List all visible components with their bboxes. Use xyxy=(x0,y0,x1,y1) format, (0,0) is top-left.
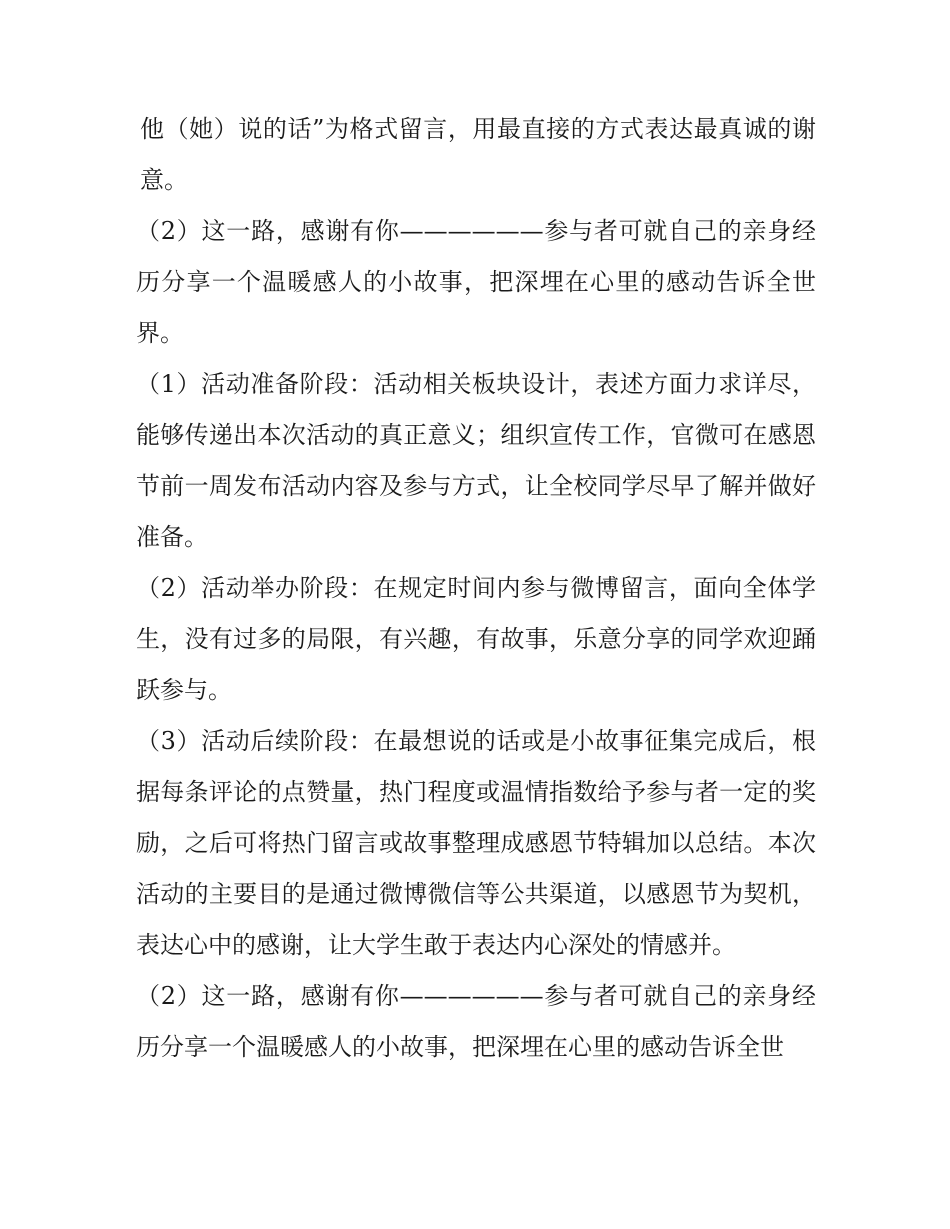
document-body xyxy=(136,104,816,1073)
paragraph-execution-stage: （2）活动举办阶段：在规定时间内参与微博留言，面向全体学生，没有过多的局限，有兴趣，有故事，乐意分享的同学欢迎踊跃参与。 xyxy=(136,574,816,704)
paragraph-closing-thanks: 他（她）说的话”为格式留言，用最直接的方式表达最真诚的谢意。 xyxy=(140,115,816,194)
paragraph-followup-stage: （3）活动后续阶段：在最想说的话或是小故事征集完成后，根据每条评论的点赞量，热门程度或温情指数给予参与者一定的奖励，之后可将热门留言或故事整理成感恩节特辑加以总结。本次活动的主要目的是通过微博微信等公共渠道，以感恩节为契机，表达心中的感谢，让大学生敢于表达内心深处的情感并。 xyxy=(136,727,816,959)
paragraph-thanks-story-repeat: （2）这一路，感谢有你——————参与者可就自己的亲身经历分享一个温暖感人的小故事，把深埋在心里的感动告诉全世 xyxy=(136,982,816,1061)
paragraph-thanks-story: （2）这一路，感谢有你——————参与者可就自己的亲身经历分享一个温暖感人的小故事，把深埋在心里的感动告诉全世界。 xyxy=(136,217,816,347)
paragraph-preparation-stage: （1）活动准备阶段：活动相关板块设计，表述方面力求详尽，能够传递出本次活动的真正意义；组织宣传工作，官微可在感恩节前一周发布活动内容及参与方式，让全校同学尽早了解并做好准备。 xyxy=(136,370,816,551)
